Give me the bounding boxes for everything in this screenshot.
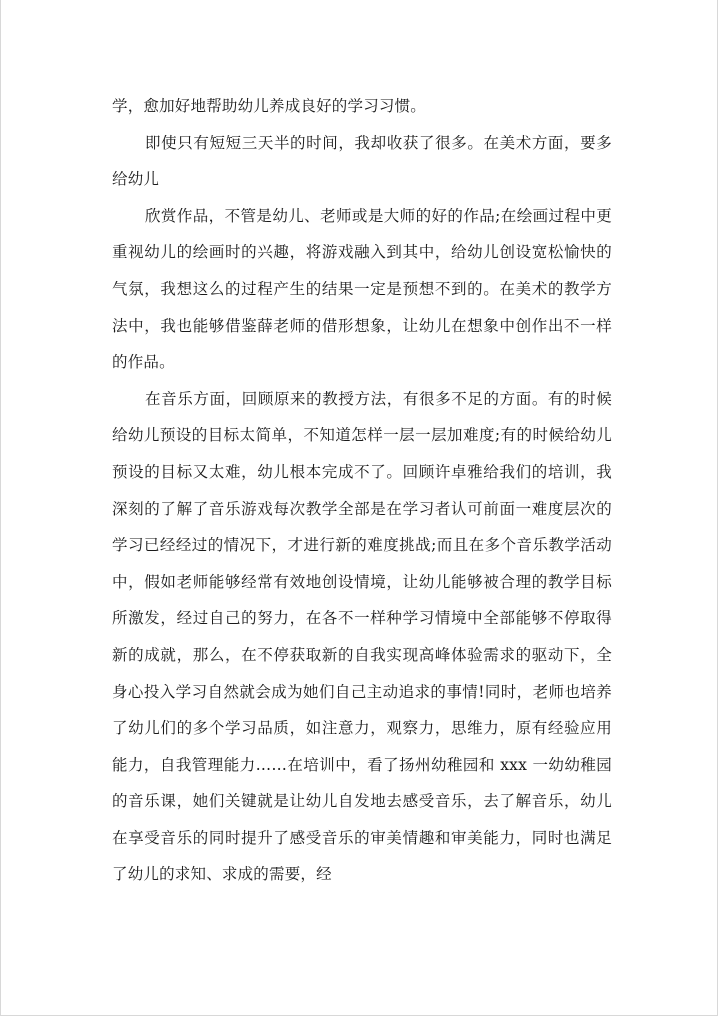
document-body [112,88,612,893]
paragraph-4: 在音乐方面，回顾原来的教授方法，有很多不足的方面。有的时候给幼儿预设的目标太简单，不知道怎样一层一层加难度;有的时候给幼儿预设的目标又太难，幼儿根本完成不了。回顾许卓雅给我们的培训，我深刻的了解了音乐游戏每次教学全部是在学习者认可前面一难度层次的学习已经经过的情况下，才进行新的难度挑战;而且在多个音乐教学活动中，假如老师能够经常有效地创设情境，让幼儿能够被合理的教学目标所激发，经过自己的努力，在各不一样种学习情境中全部能够不停取得新的成就，那么，在不停获取新的自我实现高峰体验需求的驱动下，全身心投入学习自然就会成为她们自己主动追求的事情!同时，老师也培养了幼儿们的多个学习品质，如注意力，观察力，思维力，原有经验应用能力，自我管理能力……在培训中，看了扬州幼稚园和 xxx 一幼幼稚园的音乐课，她们关键就是让幼儿自发地去感受音乐，去了解音乐，幼儿在享受音乐的同时提升了感受音乐的审美情趣和审美能力，同时也满足了幼儿的求知、求成的需要，经 [112,389,612,884]
paragraph-3: 欣赏作品，不管是幼儿、老师或是大师的好的作品;在绘画过程中更重视幼儿的绘画时的兴趣，将游戏融入到其中，给幼儿创设宽松愉快的气氛，我想这么的过程产生的结果一定是预想不到的。在美术的教学方法中，我也能够借鉴薛老师的借形想象，让幼儿在想象中创作出不一样的作品。 [112,206,612,372]
paragraph-2: 即使只有短短三天半的时间，我却收获了很多。在美术方面，要多给幼儿 [112,133,612,189]
paragraph-1: 学，愈加好地帮助幼儿养成良好的学习习惯。 [112,97,427,115]
